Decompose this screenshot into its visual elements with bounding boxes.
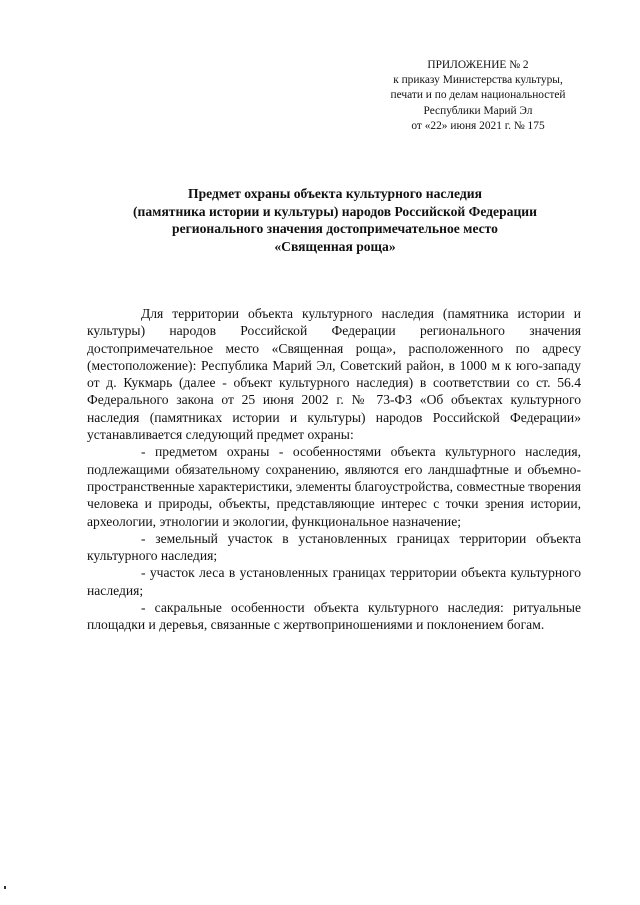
title-line: регионального значения достопримечательное место (172, 221, 498, 237)
scan-margin-mark (4, 886, 6, 889)
protection-item: - участок леса в установленных границах территории объекта культурного наследия; (87, 565, 581, 598)
appendix-order-line: к приказу Министерства культуры, (393, 74, 563, 87)
title-line: «Священная роща» (274, 238, 396, 254)
appendix-header (372, 58, 584, 134)
document-body (87, 305, 581, 634)
appendix-republic-line: Республики Марий Эл (423, 104, 533, 117)
protection-item: - земельный участок в установленных границах территории объекта культурного наследия; (87, 530, 581, 564)
protection-item: - предметом охраны - особенностями объекта культурного наследия, подлежащими обязательному сохранению, являются его ландшафтные и объемно-пространственные характеристики, элементы благоустройства, совместные творения человека и природы, объекты, представляющие интерес с точки зрения истории, археологии, этнологии и экологии, функциональное назначение; (87, 444, 581, 529)
document-title (86, 185, 584, 255)
title-line: (памятника истории и культуры) народов Российской Федерации (133, 203, 537, 219)
protection-item: - сакральные особенности объекта культурного наследия: ритуальные площадки и деревья, связанные с жертвоприношениями и поклонением богам. (87, 600, 581, 633)
title-line: Предмет охраны объекта культурного наследия (188, 186, 482, 201)
appendix-date-line: от «22» июня 2021 г. № 175 (411, 119, 545, 132)
appendix-number: ПРИЛОЖЕНИЕ № 2 (427, 59, 529, 71)
intro-paragraph: Для территории объекта культурного наследия (памятника истории и культуры) народов Российской Федерации регионального значения достопримечательное место «Священная роща», расположенного по адресу (местоположение): Республика Марий Эл, Советский район, в 1000 м к юго-западу от д. Кукмарь (далее - объект культурного наследия) в соответствии со ст. 56.4 Федерального закона от 25 июня 2002 г. № 73-ФЗ «Об объектах культурного наследия (памятниках истории и культуры) народов Российской Федерации» устанавливается следующий предмет охраны: (87, 306, 581, 443)
appendix-ministry-line: печати и по делам национальностей (390, 89, 566, 102)
